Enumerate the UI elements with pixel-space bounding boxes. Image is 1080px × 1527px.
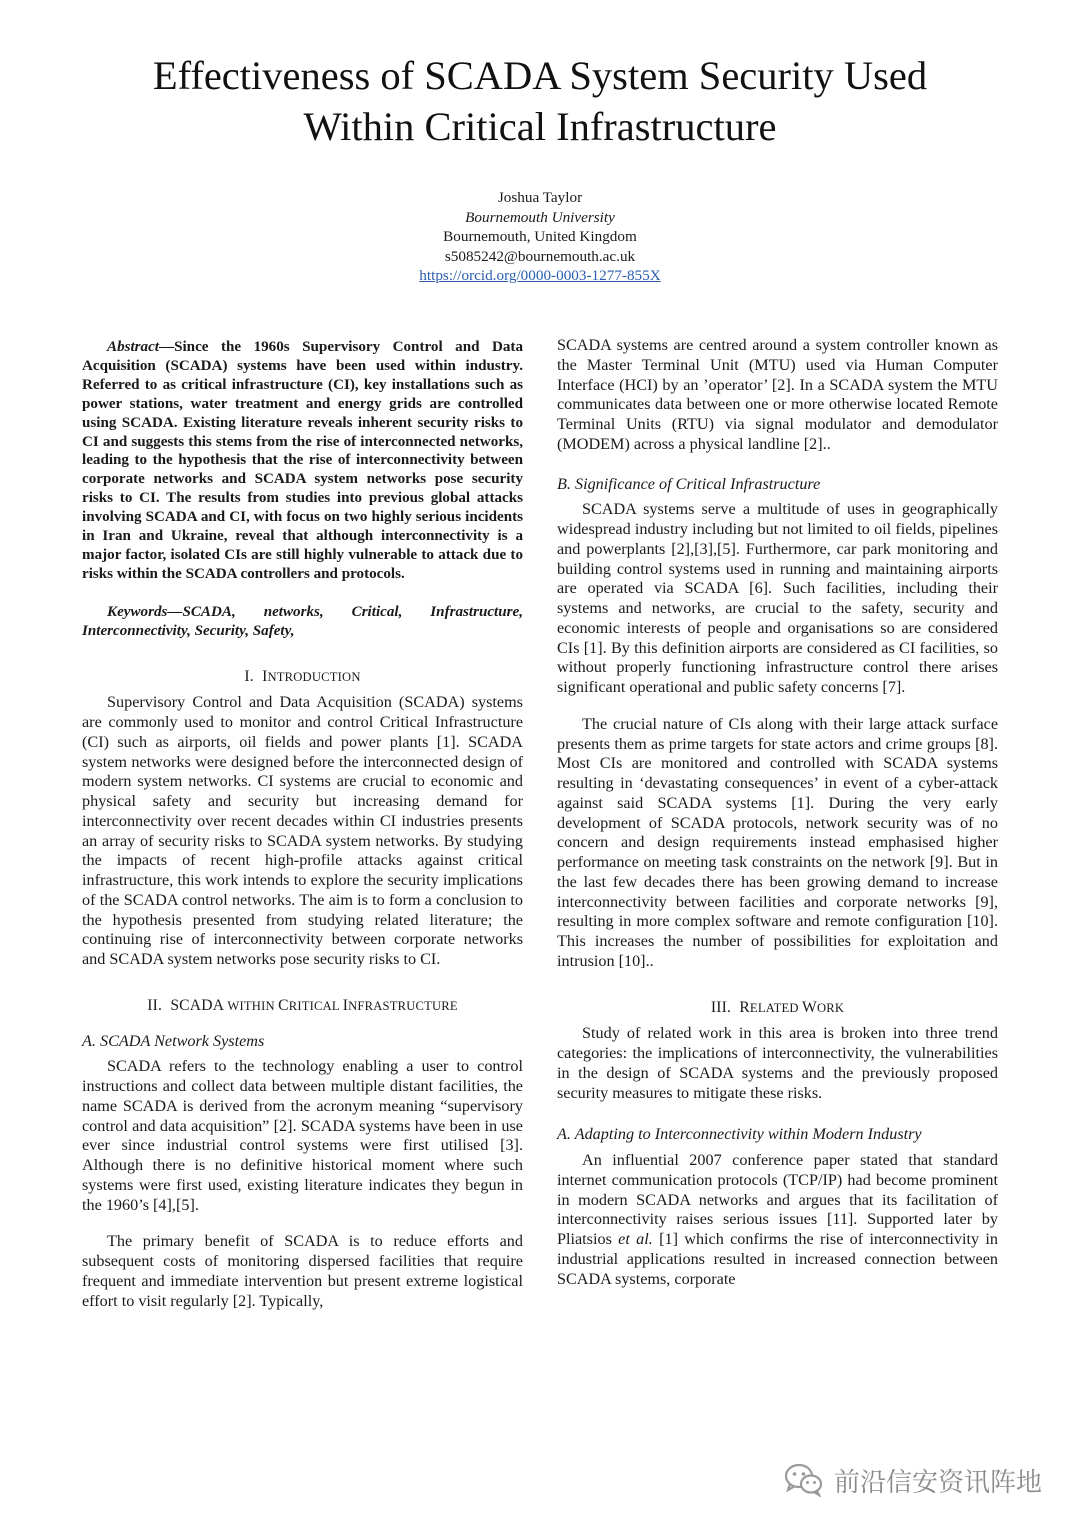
title-line-2: Within Critical Infrastructure [303, 104, 777, 149]
abstract [82, 338, 523, 584]
interconnectivity-paragraph: An influential 2007 conference paper stated that standard internet communication protocols (TCP/IP) had become prominent in modern SCADA networks and argues that its facilitation of interconnectivity raises serious issues [11]. Supported later by Pliatsios et al. [1] which confirms the rise of interconnectivity in industrial applications resulted in increased connection between SCADA systems, corporate [557, 1151, 998, 1288]
abstract-lead: Abstract [107, 339, 159, 355]
watermark-text: 前沿信安资讯阵地 [834, 1467, 1043, 1498]
subsection-heading-scada-network: A. SCADA Network Systems [82, 1031, 265, 1050]
author-name: Joshua Taylor [497, 189, 583, 206]
subsection-heading-significance: B. Significance of Critical Infrastructure [557, 474, 821, 493]
scada-network-paragraph-2: The primary benefit of SCADA is to reduce efforts and subsequent costs of monitoring dispersed facilities that require frequent and immediate intervention but present extreme logistical effort to visit regularly [2]. Typically, [82, 1232, 523, 1310]
scada-network-paragraph-1: SCADA refers to the technology enabling a user to control instructions and collect data between multiple distant facilities, the name SCADA is derived from the acronym meaning “supervisory control and data acquisition” [2]. SCADA systems have been in use ever since industrial control systems were first utilised [3]. Although there is no definitive historical moment where such systems were first used, existing literature indicates they begun in the 1960’s [4],[5]. [82, 1057, 523, 1214]
author-email: s5085242@bournemouth.ac.uk [444, 247, 636, 265]
section-heading-related-work: III. RELATED WORK [710, 998, 845, 1016]
right-column [557, 338, 998, 1289]
abstract-text: —Since the 1960s Supervisory Control and Data Acquisition (SCADA) systems have been used within industry. Referred to as critical infrastructure (CI), key installations such as power stations, water treatment and energy grids are controlled using SCADA. Existing literature reveals inherent security risks to CI and suggests this stems from the rise of interconnected networks, leading to the hypothesis that the rise of interconnectivity between corporate networks and SCADA system networks pose security risks to CI. The results from studies into previous global attacks involving SCADA and CI, with focus on two highly serious incidents in Iran and Ukraine, reveal that although interconnectivity is a major factor, isolated CIs are still highly vulnerable to attack due to risks within the SCADA controllers and protocols. [82, 339, 523, 582]
significance-paragraph-1: SCADA systems serve a multitude of uses in geographically widespread industry including but not limited to oil fields, pipelines and powerplants [2],[3],[5]. Furthermore, car park monitoring and building control systems used in running and maintaining airports are operated via SCADA [6]. Such facilities, including their systems and networks, are crucial to the safety, security and economic interests of people and organisations so are considered CIs [1]. By this definition airports are considered as CI facilities, so without properly functioning infrastructure control there arises significant operational and public safety concerns [7]. [557, 500, 998, 696]
section-heading-introduction: I. INTRODUCTION [244, 667, 361, 685]
watermark [784, 1458, 1042, 1502]
left-column [82, 338, 523, 1311]
wechat-icon [784, 1463, 824, 1497]
keywords: Keywords—SCADA, networks, Critical, Infrastructure, Interconnectivity, Security, Safety, [82, 603, 523, 639]
related-work-paragraph: Study of related work in this area is broken into three trend categories: the implications of interconnectivity, the vulnerabilities in the design of SCADA systems and the previously proposed security measures to mitigate these risks. [557, 1024, 998, 1102]
orcid-link[interactable]: https://orcid.org/0000-0003-1277-855X [419, 267, 661, 284]
subsection-heading-interconnectivity: A. Adapting to Interconnectivity within Modern Industry [557, 1125, 922, 1144]
title-line-1: Effectiveness of SCADA System Security Used [152, 53, 928, 98]
introduction-paragraph: Supervisory Control and Data Acquisition (SCADA) systems are commonly used to monitor and control Critical Infrastructure (CI) such as airports, oil fields and power plants [1]. SCADA system networks were designed before the interconnected design of modern system networks. CI systems are crucial to economic and physical safety and security but increasing demand for interconnectivity over recent decades within CI industries presents an array of security risks to SCADA system networks. By studying the impacts of recent high-profile attacks against critical infrastructure, this work intends to explore the security implications of the SCADA control networks. The aim is to form a conclusion to the hypothesis presented from studying related literature; the continuing rise of interconnectivity between corporate networks and SCADA system networks pose security risks to CI. [82, 693, 523, 969]
significance-paragraph-2: The crucial nature of CIs along with their large attack surface presents them as prime targets for state actors and crime groups [8]. Most CIs are monitored and controlled with SCADA systems resulting in ‘devastating consequences’ in event of a cyber-attack against said SCADA systems [1]. During the very early development of SCADA protocols, network security was of no concern and design requirements instead emphasised higher performance on meeting task constraints on the network [9]. But in the last few decades there has been growing demand to increase interconnectivity between facilities and corporate networks [9], resulting in more complex software and remote configuration [10]. This increases the number of possibilities for exploitation and intrusion [10].. [557, 714, 998, 970]
author-block [290, 188, 790, 286]
author-location: Bournemouth, United Kingdom [443, 228, 637, 245]
author-affiliation: Bournemouth University [465, 208, 615, 226]
paper-title [60, 50, 1020, 152]
scada-network-paragraph-3: SCADA systems are centred around a system controller known as the Master Terminal Unit (MTU) used via Human Computer Interface (HCI) by an ’operator’ [2]. In a SCADA system the MTU communicates data between one or more otherwise located Remote Terminal Units (RTU) via signal modulator and demodulator (MODEM) across a physical landline [2].. [557, 336, 998, 453]
section-heading-scada-ci: II. SCADA WITHIN CRITICAL INFRASTRUCTURE [147, 996, 458, 1014]
